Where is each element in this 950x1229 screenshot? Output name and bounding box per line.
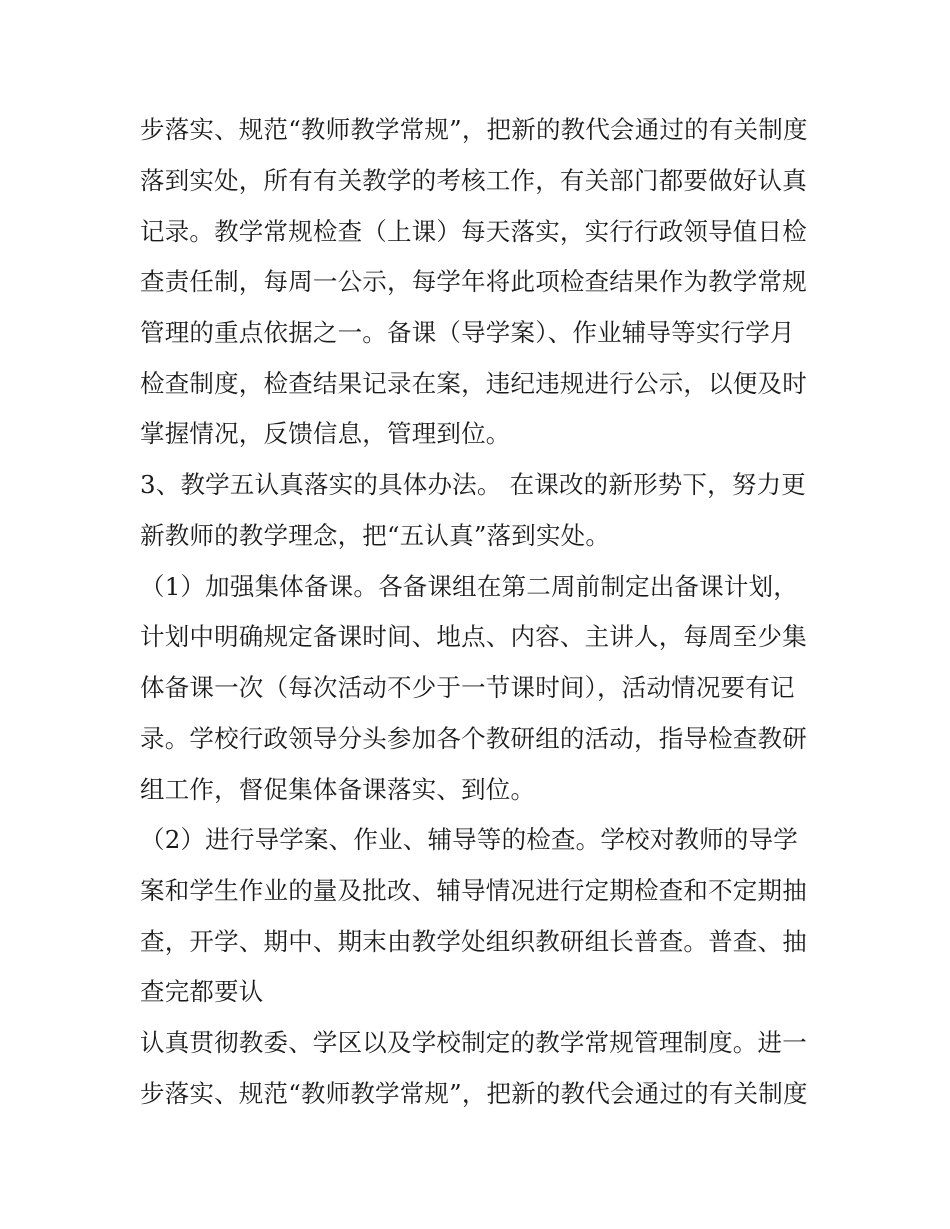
text-line: 录。学校行政领导分头参加各个教研组的活动，指导检查教研 (140, 724, 807, 753)
text-line: 步落实、规范“教师教学常规”，把新的教代会通过的有关制度 (140, 115, 808, 144)
text-line: 3、教学五认真落实的具体办法。 在课改的新形势下，努力更 (140, 470, 806, 499)
text-line: 掌握情况，反馈信息，管理到位。 (140, 419, 511, 448)
text-line: 查责任制，每周一公示，每学年将此项检查结果作为教学常规 (140, 267, 807, 296)
text-line: （1）加强集体备课。各备课组在第二周前制定出备课计划， (140, 572, 798, 601)
text-line: 查完都要认 (140, 977, 264, 1006)
text-line: 记录。教学常规检查（上课）每天落实，实行行政领导值日检 (140, 217, 807, 246)
text-line: 落到实处，所有有关教学的考核工作，有关部门都要做好认真 (140, 166, 807, 195)
text-line: 体备课一次（每次活动不少于一节课时间），活动情况要有记 (140, 673, 795, 702)
text-line: 管理的重点依据之一。备课（导学案）、作业辅导等实行学月 (140, 318, 795, 347)
text-line: 计划中明确规定备课时间、地点、内容、主讲人，每周至少集 (140, 622, 807, 651)
text-line: 新教师的教学理念，把“五认真”落到实处。 (140, 521, 611, 550)
text-line: （2）进行导学案、作业、辅导等的检查。学校对教师的导学 (140, 825, 798, 854)
text-line: 步落实、规范“教师教学常规”，把新的教代会通过的有关制度 (140, 1079, 808, 1108)
text-line: 案和学生作业的量及批改、辅导情况进行定期检查和不定期抽 (140, 876, 807, 905)
text-line: 查，开学、期中、期末由教学处组织教研组长普查。普查、抽 (140, 927, 807, 956)
text-line: 检查制度，检查结果记录在案，违纪违规进行公示，以便及时 (140, 369, 807, 398)
text-line: 认真贯彻教委、学区以及学校制定的教学常规管理制度。进一 (140, 1028, 807, 1057)
text-line: 组工作，督促集体备课落实、到位。 (140, 775, 536, 804)
